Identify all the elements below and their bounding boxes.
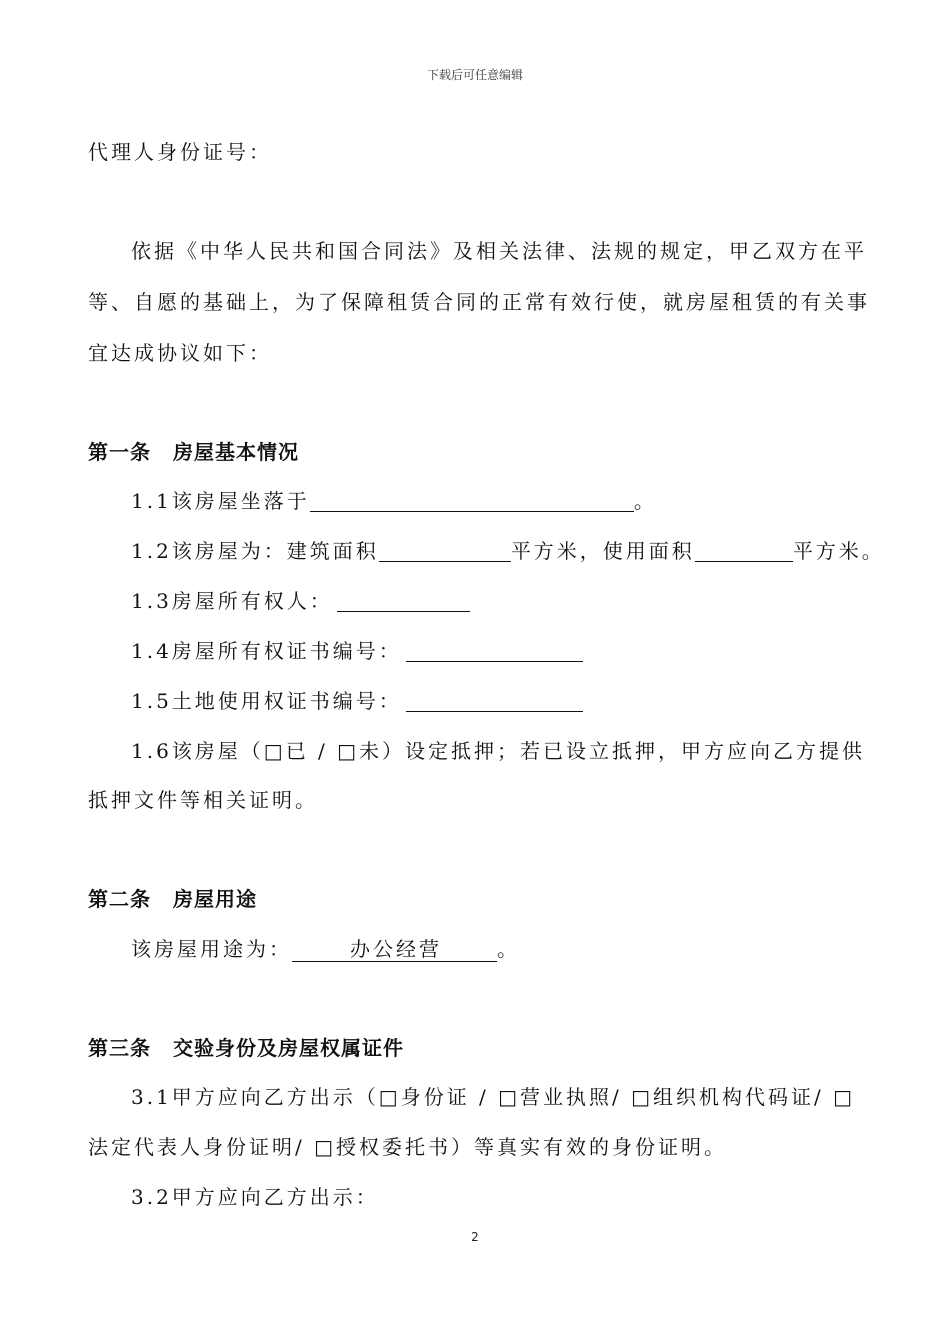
item-1-2-mid: 平方米，使用面积: [510, 539, 695, 563]
item-1-5: [131, 687, 583, 715]
item-1-2-end: 平方米。: [792, 539, 885, 563]
intro-paragraph-line-1: 依据《中华人民共和国合同法》及相关法律、法规的规定，甲乙双方在平: [131, 239, 867, 263]
item-1-2: [131, 537, 885, 565]
item-3-1-line-1: 3.1甲方应向乙方出示（□身份证 / □营业执照/ □组织机构代码证/ □: [131, 1085, 856, 1109]
article-1-number: 第一条: [88, 440, 151, 464]
item-1-1-end: 。: [633, 489, 657, 513]
article-3-number: 第三条: [88, 1036, 151, 1060]
item-1-5-label: 1.5土地使用权证书编号：: [131, 689, 402, 713]
item-1-2-label: 1.2该房屋为：建筑面积: [131, 539, 379, 563]
item-1-1: [131, 487, 657, 515]
item-3-2-label: 3.2甲方应向乙方出示：: [131, 1185, 379, 1209]
article-3-heading: [88, 1034, 404, 1062]
item-1-3: [131, 587, 470, 615]
item-1-1-label: 1.1该房屋坐落于: [131, 489, 310, 513]
item-1-6-line-1: 1.6该房屋（□已 / □未）设定抵押；若已设立抵押，甲方应向乙方提供: [131, 739, 866, 763]
land-cert-blank[interactable]: [406, 689, 583, 712]
intro-paragraph-line-3: 宜达成协议如下：: [88, 341, 272, 365]
agent-id-label: 代理人身份证号：: [88, 140, 272, 164]
ownership-cert-blank[interactable]: [406, 639, 583, 662]
page-number: 2: [471, 1230, 479, 1244]
usage-line: [131, 935, 520, 963]
item-3-1-line-2: 法定代表人身份证明/ □授权委托书）等真实有效的身份证明。: [88, 1135, 727, 1159]
item-1-6-line-2: 抵押文件等相关证明。: [88, 788, 318, 812]
item-1-4-label: 1.4房屋所有权证书编号：: [131, 639, 402, 663]
page-header: 下载后可任意编辑: [426, 68, 523, 82]
article-2-title: 房屋用途: [173, 887, 257, 911]
usage-end: 。: [497, 937, 520, 961]
article-3-title: 交验身份及房屋权属证件: [173, 1036, 404, 1060]
item-1-4: [131, 637, 583, 665]
article-1-title: 房屋基本情况: [173, 440, 299, 464]
article-2-number: 第二条: [88, 887, 151, 911]
usage-value[interactable]: 办公经营: [292, 937, 497, 962]
usage-label: 该房屋用途为：: [131, 937, 292, 961]
building-area-blank[interactable]: [379, 539, 511, 562]
item-1-3-label: 1.3房屋所有权人：: [131, 589, 333, 613]
owner-blank[interactable]: [337, 589, 470, 612]
article-1-heading: [88, 438, 299, 466]
location-blank[interactable]: [310, 489, 634, 512]
usable-area-blank[interactable]: [695, 539, 793, 562]
article-2-heading: [88, 885, 257, 913]
intro-paragraph-line-2: 等、自愿的基础上，为了保障租赁合同的正常有效行使，就房屋租赁的有关事: [88, 290, 870, 314]
